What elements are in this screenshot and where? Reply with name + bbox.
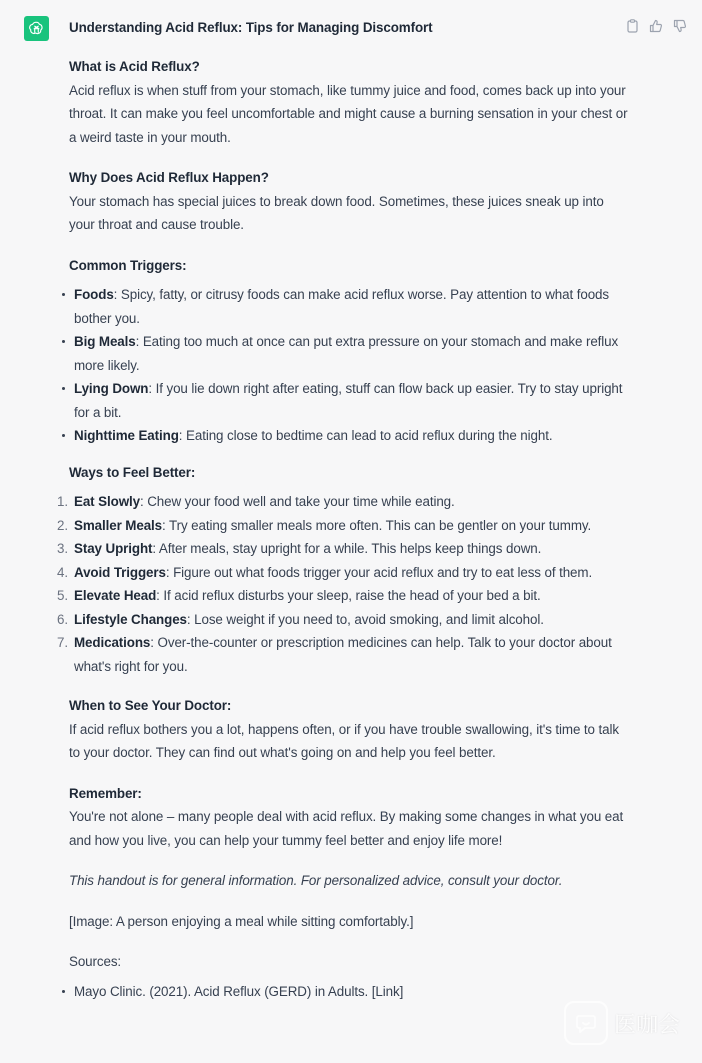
list-item bbox=[69, 377, 629, 424]
list-item bbox=[69, 330, 629, 377]
disclaimer bbox=[69, 869, 629, 893]
item-title: Stay Upright bbox=[74, 541, 153, 556]
item-title: Elevate Head bbox=[74, 588, 157, 603]
section-heading: Remember: bbox=[69, 785, 142, 801]
item-text: : Try eating smaller meals more often. This can be gentler on your tummy. bbox=[162, 517, 592, 533]
image-placeholder bbox=[69, 910, 629, 934]
dislike-button[interactable] bbox=[672, 18, 688, 34]
item-title: Nighttime Eating bbox=[74, 428, 179, 443]
item-text: : Over-the-counter or prescription medicines can help. Talk to your doctor about what's right for you. bbox=[74, 635, 612, 674]
item-text: : Chew your food well and take your time while eating. bbox=[139, 494, 455, 509]
section-remember bbox=[69, 782, 629, 853]
item-number: 1. bbox=[57, 494, 68, 509]
item-number: 4. bbox=[57, 564, 68, 580]
item-text: : Eating too much at once can put extra pressure on your stomach and make reflux more likely. bbox=[74, 334, 619, 373]
item-title: Big Meals bbox=[74, 334, 136, 349]
sources-list bbox=[69, 980, 629, 1004]
section-heading: Ways to Feel Better: bbox=[69, 464, 196, 480]
section-heading: Why Does Acid Reflux Happen? bbox=[69, 170, 269, 185]
section-heading: What is Acid Reflux? bbox=[69, 59, 200, 74]
openai-logo-icon bbox=[28, 20, 45, 37]
assistant-avatar bbox=[24, 16, 49, 41]
item-title: Medications bbox=[74, 635, 151, 650]
item-text: : Spicy, fatty, or citrusy foods can make acid reflux worse. Pay attention to what foods bother you. bbox=[74, 287, 609, 326]
list-item bbox=[57, 537, 629, 561]
handout-title: Understanding Acid Reflux: Tips for Managing Discomfort bbox=[69, 20, 433, 35]
message-toolbar bbox=[624, 18, 688, 34]
item-title: Eat Slowly bbox=[74, 494, 140, 509]
section-body: If acid reflux bothers you a lot, happens often, or if you have trouble swallowing, it's time to talk to your doctor. They can find out what's going on and help you feel better. bbox=[69, 721, 619, 760]
item-title: Avoid Triggers bbox=[74, 564, 166, 580]
image-note: [Image: A person enjoying a meal while sitting comfortably.] bbox=[69, 913, 414, 929]
section-why bbox=[69, 166, 629, 237]
section-doctor bbox=[69, 694, 629, 765]
item-title: Lifestyle Changes bbox=[74, 611, 187, 627]
item-title: Smaller Meals bbox=[74, 517, 163, 533]
tips-list bbox=[57, 490, 629, 678]
list-item bbox=[57, 631, 629, 678]
item-number: 5. bbox=[57, 588, 68, 603]
list-item bbox=[69, 424, 629, 448]
chat-bubble-logo-icon bbox=[564, 1001, 608, 1045]
list-item bbox=[69, 980, 629, 1004]
item-number: 2. bbox=[57, 517, 68, 533]
message-content bbox=[57, 18, 629, 1016]
list-item bbox=[57, 608, 629, 632]
item-text: : Lose weight if you need to, avoid smoking, and limit alcohol. bbox=[186, 611, 544, 627]
sources bbox=[69, 950, 629, 1003]
watermark-text: 医咖会 bbox=[613, 1012, 680, 1038]
section-body: You're not alone – many people deal with acid reflux. By making some changes in what you eat and how you live, you can help your tummy feel better and enjoy life more! bbox=[69, 809, 624, 848]
item-number: 7. bbox=[57, 635, 68, 650]
item-number: 6. bbox=[57, 611, 68, 627]
item-title: Foods bbox=[74, 287, 114, 302]
sources-label: Sources: bbox=[69, 954, 122, 969]
section-what bbox=[69, 55, 629, 149]
list-item bbox=[57, 561, 629, 585]
section-heading: When to See Your Doctor: bbox=[69, 698, 232, 713]
section-heading: Common Triggers: bbox=[69, 257, 187, 273]
list-item bbox=[57, 514, 629, 538]
list-item bbox=[69, 283, 629, 330]
item-text: : After meals, stay upright for a while. This helps keep things down. bbox=[152, 541, 542, 556]
list-item bbox=[57, 490, 629, 514]
source-text: Mayo Clinic. (2021). Acid Reflux (GERD) in Adults. [Link] bbox=[74, 983, 404, 999]
list-item bbox=[57, 584, 629, 608]
like-button[interactable] bbox=[648, 18, 664, 34]
disclaimer-text: This handout is for general information. For personalized advice, consult your doctor. bbox=[69, 873, 563, 888]
item-number: 3. bbox=[57, 541, 68, 556]
item-text: : If you lie down right after eating, stuff can flow back up easier. Try to stay upright for a bit. bbox=[74, 381, 623, 420]
thumbs-up-icon bbox=[649, 19, 663, 33]
item-text: : Eating close to bedtime can lead to acid reflux during the night. bbox=[178, 428, 553, 443]
item-title: Lying Down bbox=[74, 381, 149, 396]
section-triggers bbox=[69, 254, 629, 448]
section-body: Your stomach has special juices to break down food. Sometimes, these juices sneak up into your throat and cause trouble. bbox=[69, 193, 604, 232]
item-text: : Figure out what foods trigger your acid reflux and try to eat less of them. bbox=[165, 564, 593, 580]
section-better bbox=[57, 461, 629, 679]
triggers-list bbox=[69, 283, 629, 448]
section-body: Acid reflux is when stuff from your stomach, like tummy juice and food, comes back up into your throat. It can make you feel uncomfortable and might cause a burning sensation in your chest or a weird taste in your mouth. bbox=[69, 82, 628, 145]
watermark bbox=[564, 1001, 680, 1045]
thumbs-down-icon bbox=[673, 19, 687, 33]
item-text: : If acid reflux disturbs your sleep, raise the head of your bed a bit. bbox=[156, 588, 541, 603]
